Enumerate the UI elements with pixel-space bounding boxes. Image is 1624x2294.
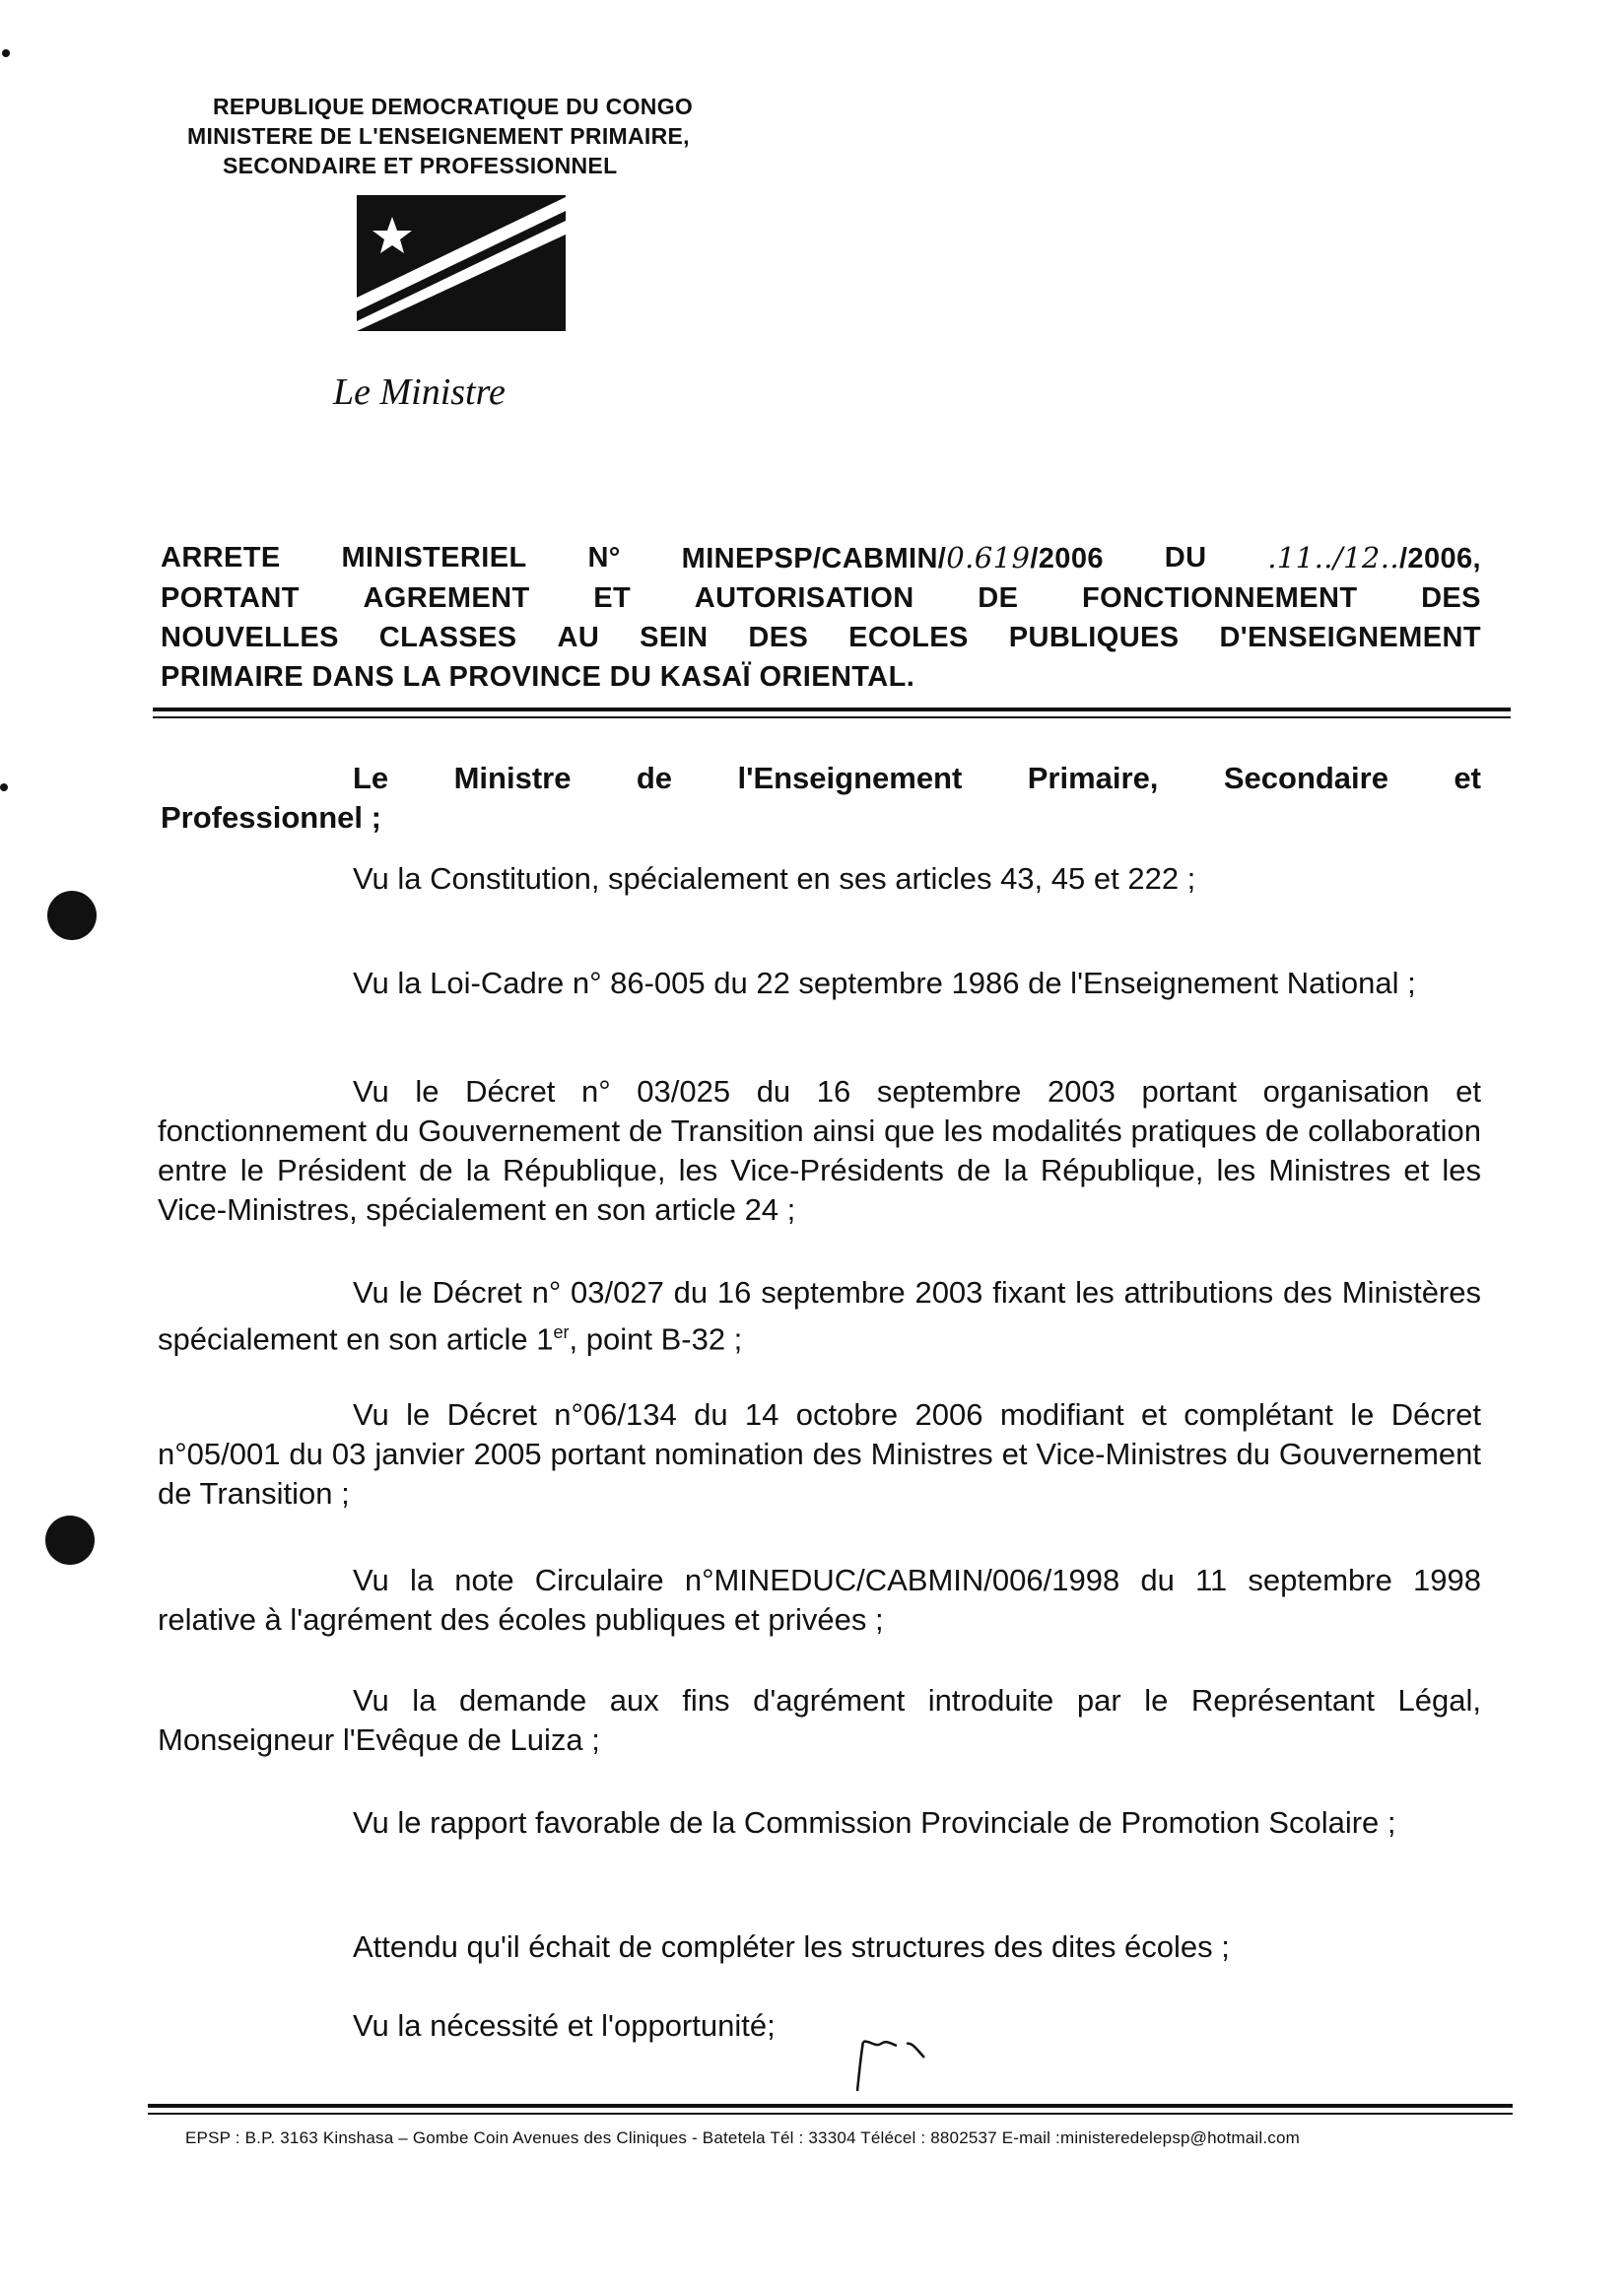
consideration-circulaire: Vu la note Circulaire n°MINEDUC/CABMIN/006/1998 du 11 septembre 1998 relative à l'agrément des écoles publiques et privées ;: [158, 1563, 1481, 1637]
consideration-attendu: Attendu qu'il échait de compléter les structures des dites écoles ;: [353, 1929, 1230, 1964]
punch-hole-bottom: [45, 1516, 95, 1565]
letterhead-ministry-cont: SECONDAIRE ET PROFESSIONNEL: [223, 153, 618, 178]
decree-title: [161, 538, 1481, 697]
decree-line-1: ARRETE MINISTERIEL N° MINEPSP/CABMIN/0.619/2006 DU .11../12../2006,: [161, 538, 1481, 578]
consideration-rapport: Vu le rapport favorable de la Commission Provinciale de Promotion Scolaire ;: [353, 1805, 1396, 1840]
scan-speck: [0, 783, 8, 791]
decree-date: .11../12../2006,: [1267, 541, 1481, 574]
footer-address: EPSP : B.P. 3163 Kinshasa – Gombe Coin Avenues des Cliniques - Batetela Tél : 33304 Télécel : 8802537 E-mail :ministeredelepsp@hotmail.com: [185, 2128, 1300, 2147]
footer-divider-bottom: [148, 2113, 1513, 2115]
title-divider-top: [153, 708, 1511, 711]
handwritten-date: .11../12..: [1267, 541, 1399, 574]
minister-title: Le Ministre: [333, 371, 506, 413]
decree-line-4: PRIMAIRE DANS LA PROVINCE DU KASAÏ ORIENTAL.: [161, 661, 915, 693]
scan-speck: [2, 49, 10, 57]
flag-emblem: [357, 195, 566, 331]
consideration-necessite: Vu la nécessité et l'opportunité;: [353, 2008, 776, 2043]
consideration-demande: Vu la demande aux fins d'agrément introduite par le Représentant Légal, Monseigneur l'Evêque de Luiza ;: [158, 1683, 1481, 1757]
consideration-constitution: Vu la Constitution, spécialement en ses articles 43, 45 et 222 ;: [353, 861, 1196, 896]
decree-line-3: NOUVELLES CLASSES AU SEIN DES ECOLES PUBLIQUES D'ENSEIGNEMENT: [161, 622, 1481, 653]
paraphe-signature: [847, 2022, 956, 2101]
decree-number: MINEPSP/CABMIN/0.619/2006: [681, 541, 1104, 574]
letterhead-ministry: MINISTERE DE L'ENSEIGNEMENT PRIMAIRE,: [187, 123, 690, 149]
consideration-decret-03-025: Vu le Décret n° 03/025 du 16 septembre 2003 portant organisation et fonctionnement du Gouvernement de Transition ainsi que les modalités pratiques de collaboration entre le Président de la République, les Vice-Présidents de la République, les Ministres et les Vice-Ministres, spécialement en son article 24 ;: [158, 1074, 1481, 1227]
letterhead: [187, 92, 693, 180]
letterhead-country: REPUBLIQUE DEMOCRATIQUE DU CONGO: [213, 94, 694, 119]
footer-divider-top: [148, 2104, 1513, 2108]
consideration-loi-cadre: Vu la Loi-Cadre n° 86-005 du 22 septembre 1986 de l'Enseignement National ;: [353, 966, 1416, 1000]
opening-clause: Le Ministre de l'Enseignement Primaire, Secondaire et Professionnel ;: [161, 761, 1481, 835]
consideration-decret-06-134: Vu le Décret n°06/134 du 14 octobre 2006 modifiant et complétant le Décret n°05/001 du 03 janvier 2005 portant nomination des Ministres et Vice-Ministres du Gouvernement de Transition ;: [158, 1397, 1481, 1511]
decree-line-2: PORTANT AGREMENT ET AUTORISATION DE FONCTIONNEMENT DES: [161, 582, 1481, 614]
punch-hole-top: [47, 891, 97, 940]
handwritten-number: 0.619: [946, 541, 1031, 574]
title-divider-bottom: [153, 716, 1511, 718]
consideration-decret-03-027: Vu le Décret n° 03/027 du 16 septembre 2003 fixant les attributions des Ministères spécialement en son article 1er, point B-32 ;: [158, 1275, 1481, 1357]
